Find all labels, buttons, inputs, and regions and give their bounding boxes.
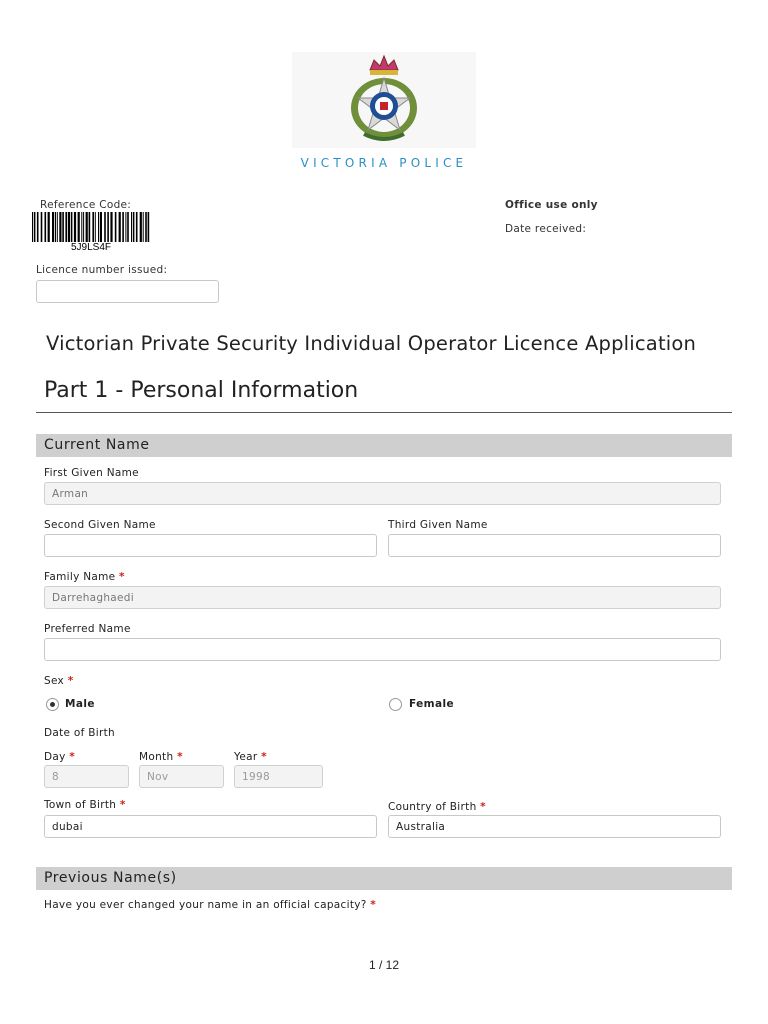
- barcode-bar: [136, 212, 138, 242]
- required-marker: *: [69, 751, 76, 763]
- barcode-bar: [143, 212, 144, 242]
- town-of-birth-label-text: Town of Birth: [44, 799, 117, 811]
- required-marker: *: [119, 571, 125, 583]
- country-of-birth-label: [388, 801, 486, 813]
- barcode-bar: [68, 212, 70, 242]
- first-given-name-input[interactable]: Arman: [44, 482, 721, 505]
- barcode-bar: [100, 212, 102, 242]
- sex-male-label[interactable]: Male: [65, 698, 95, 710]
- barcode-bar: [74, 212, 76, 242]
- second-given-name-input[interactable]: [44, 534, 377, 557]
- preferred-name-input[interactable]: [44, 638, 721, 661]
- barcode-bar: [122, 212, 124, 242]
- licence-number-label: Licence number issued:: [36, 264, 168, 276]
- barcode-bar: [45, 212, 47, 242]
- barcode-bar: [34, 212, 36, 242]
- radio-selected-dot: [50, 702, 55, 707]
- birth-day-input[interactable]: 8: [44, 765, 129, 788]
- name-change-question-text: Have you ever changed your name in an official capacity?: [44, 899, 367, 911]
- year-label-text: Year: [234, 751, 258, 763]
- birth-year-input[interactable]: 1998: [234, 765, 323, 788]
- barcode-bar: [48, 212, 50, 242]
- year-label: [234, 751, 267, 763]
- barcode-bar: [119, 212, 121, 242]
- town-of-birth-input[interactable]: dubai: [44, 815, 377, 838]
- day-label-text: Day: [44, 751, 66, 763]
- third-given-name-input[interactable]: [388, 534, 721, 557]
- barcode-bar: [59, 212, 61, 242]
- family-name-label: [44, 571, 125, 583]
- required-marker: *: [370, 899, 377, 911]
- first-given-name-label: First Given Name: [44, 467, 139, 479]
- barcode-bar: [57, 212, 58, 242]
- barcode-bar: [55, 212, 56, 242]
- barcode-bar: [95, 212, 96, 242]
- preferred-name-label: Preferred Name: [44, 623, 131, 635]
- birth-month-input[interactable]: Nov: [139, 765, 224, 788]
- country-of-birth-label-text: Country of Birth: [388, 801, 477, 813]
- office-use-label: Office use only: [505, 199, 598, 211]
- sex-female-radio[interactable]: [389, 698, 402, 711]
- date-received-label: Date received:: [505, 223, 587, 235]
- barcode-bar: [145, 212, 147, 242]
- barcode-bar: [92, 212, 94, 242]
- barcode-bar: [37, 212, 39, 242]
- page-indicator: 1 / 12: [368, 958, 400, 972]
- barcode-bar: [86, 212, 88, 242]
- barcode-bar: [140, 212, 142, 242]
- victoria-police-crest-logo: [340, 52, 428, 148]
- document-title: Victorian Private Security Individual Operator Licence Application: [46, 332, 697, 355]
- part-title: Part 1 - Personal Information: [44, 378, 359, 403]
- reference-code-value: 5J9LS4F: [70, 242, 112, 253]
- barcode-bar: [125, 212, 126, 242]
- barcode-bar: [115, 212, 117, 242]
- licence-number-input[interactable]: [36, 280, 219, 303]
- barcode-bar: [52, 212, 54, 242]
- sex-label-text: Sex: [44, 675, 65, 687]
- required-marker: *: [119, 799, 126, 811]
- required-marker: *: [177, 751, 183, 763]
- current-name-section-header: Current Name: [36, 434, 732, 457]
- month-label: [139, 751, 183, 763]
- barcode-bar: [104, 212, 106, 242]
- required-marker: *: [67, 675, 74, 687]
- barcode-bar: [62, 212, 64, 242]
- barcode-bar: [65, 212, 67, 242]
- barcode-bar: [110, 212, 112, 242]
- brand-name: VICTORIA POLICE: [300, 156, 468, 170]
- barcode-bar: [78, 212, 80, 242]
- barcode-bar: [71, 212, 73, 242]
- barcode-bar: [148, 212, 150, 242]
- second-given-name-label: Second Given Name: [44, 519, 156, 531]
- barcode-bar: [41, 212, 43, 242]
- reference-barcode: [32, 212, 150, 242]
- barcode-bar: [107, 212, 109, 242]
- month-label-text: Month: [139, 751, 174, 763]
- country-of-birth-input[interactable]: Australia: [388, 815, 721, 838]
- barcode-bar: [127, 212, 129, 242]
- barcode-bar: [81, 212, 82, 242]
- sex-female-label[interactable]: Female: [409, 698, 455, 710]
- title-divider: [36, 412, 732, 413]
- barcode-bar: [32, 212, 33, 242]
- required-marker: *: [480, 801, 486, 813]
- barcode-bar: [98, 212, 99, 242]
- day-label: [44, 751, 75, 763]
- required-marker: *: [261, 751, 267, 763]
- barcode-bar: [89, 212, 91, 242]
- name-change-question: [44, 899, 376, 911]
- sex-label: [44, 675, 74, 687]
- previous-names-section-header: Previous Name(s): [36, 867, 732, 890]
- family-name-label-text: Family Name: [44, 571, 116, 583]
- sex-male-radio[interactable]: [46, 698, 59, 711]
- barcode-bar: [83, 212, 84, 242]
- third-given-name-label: Third Given Name: [388, 519, 488, 531]
- barcode-bar: [133, 212, 135, 242]
- town-of-birth-label: [44, 799, 126, 811]
- reference-code-label: Reference Code:: [40, 199, 132, 211]
- family-name-input[interactable]: Darrehaghaedi: [44, 586, 721, 609]
- date-of-birth-label: Date of Birth: [44, 727, 116, 739]
- barcode-bar: [131, 212, 132, 242]
